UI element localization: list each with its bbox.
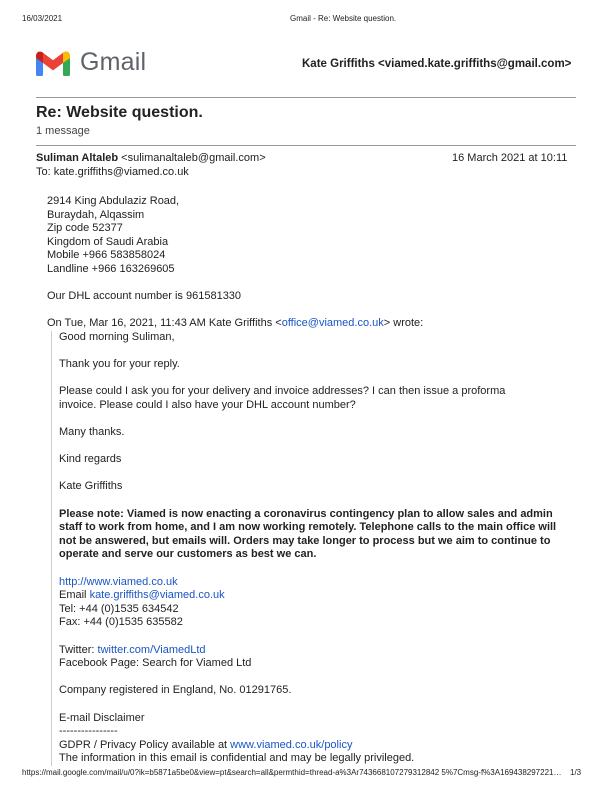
quoted-greeting: Good morning Suliman, [59,330,175,343]
email-line: Email kate.griffiths@viamed.co.uk [59,589,225,602]
email-subject: Re: Website question. [36,104,203,121]
account-label: Kate Griffiths <viamed.kate.griffiths@gmail.com> [302,58,572,70]
signature-email-link[interactable]: kate.griffiths@viamed.co.uk [89,589,225,602]
fax-line: Fax: +44 (0)1535 635582 [59,616,183,629]
quoted-signature-name: Kate Griffiths [59,480,123,493]
gdpr-line: GDPR / Privacy Policy available at www.viamed.co.uk/policy [59,738,353,751]
gmail-logo[interactable] [35,48,146,77]
address-line: Buraydah, Alqassim [47,208,145,221]
quoted-request: Please could I ask you for your delivery and invoice addresses? I can then issue a proforma [59,385,506,398]
message-body [47,195,577,766]
thread-divider [36,145,576,146]
website-link[interactable]: http://www.viamed.co.uk [59,575,178,588]
sender-line [36,152,266,164]
facebook-line: Facebook Page: Search for Viamed Ltd [59,657,252,670]
address-line: 2914 King Abdulaziz Road, [47,195,180,207]
address-line: Kingdom of Saudi Arabia [47,235,169,248]
disclaimer-heading: E-mail Disclaimer [59,711,145,724]
quote-attribution: On Tue, Mar 16, 2021, 11:43 AM Kate Griffiths <office@viamed.co.uk> wrote: [47,317,424,330]
sender-email: <sulimanaltaleb@gmail.com> [121,152,266,164]
twitter-line: Twitter: twitter.com/ViamedLtd [59,643,206,656]
print-date: 16/03/2021 [22,14,63,23]
quoted-many-thanks: Many thanks. [59,426,125,439]
telephone-line: Tel: +44 (0)1535 634542 [59,602,179,615]
company-registration: Company registered in England, No. 01291765. [59,684,292,697]
recipient-line: To: kate.griffiths@viamed.co.uk [36,166,189,178]
gmail-wordmark: Gmail [80,48,147,76]
print-page-number: 1/3 [570,768,582,777]
address-line: Zip code 52377 [47,222,123,235]
address-line: Mobile +966 583858024 [47,249,166,262]
quoted-request: invoice. Please could I also have your DHL account number? [59,398,356,411]
quoted-message [51,331,569,766]
disclaimer-divider: ---------------- [59,725,118,738]
message-date: 16 March 2021 at 10:11 [452,152,568,164]
dhl-account-line: Our DHL account number is 961581330 [47,290,242,303]
message-count: 1 message [36,125,90,137]
address-line: Landline +966 163269605 [47,262,175,275]
sender-name: Suliman Altaleb [36,152,119,164]
quote-sender-email-link[interactable]: office@viamed.co.uk [281,317,384,330]
gmail-m-icon [35,49,71,77]
print-footer-url: https://mail.google.com/mail/u/0?ik=b5871a5be0&view=pt&search=all&permthid=thread-a%3Ar743668107279312842 5%7Cmsg-f%3A169438297221… [22,768,562,777]
confidentiality-line: The information in this email is confidential and may be legally privileged. [59,752,415,765]
coronavirus-notice: Please note: Viamed is now enacting a coronavirus contingency plan to allow sales and admin staff to work from home, and I am now working remotely. Telephone calls to the main office will not be answered, but emails will. Orders may take longer to process but we aim to continue to operate and serve our customers as best we can. [59,507,557,561]
quoted-thanks: Thank you for your reply. [59,358,180,371]
policy-link[interactable]: www.viamed.co.uk/policy [230,738,353,751]
quoted-regards: Kind regards [59,453,122,466]
print-title: Gmail - Re: Website question. [290,14,397,23]
header-divider [36,97,576,98]
twitter-link[interactable]: twitter.com/ViamedLtd [97,643,206,656]
